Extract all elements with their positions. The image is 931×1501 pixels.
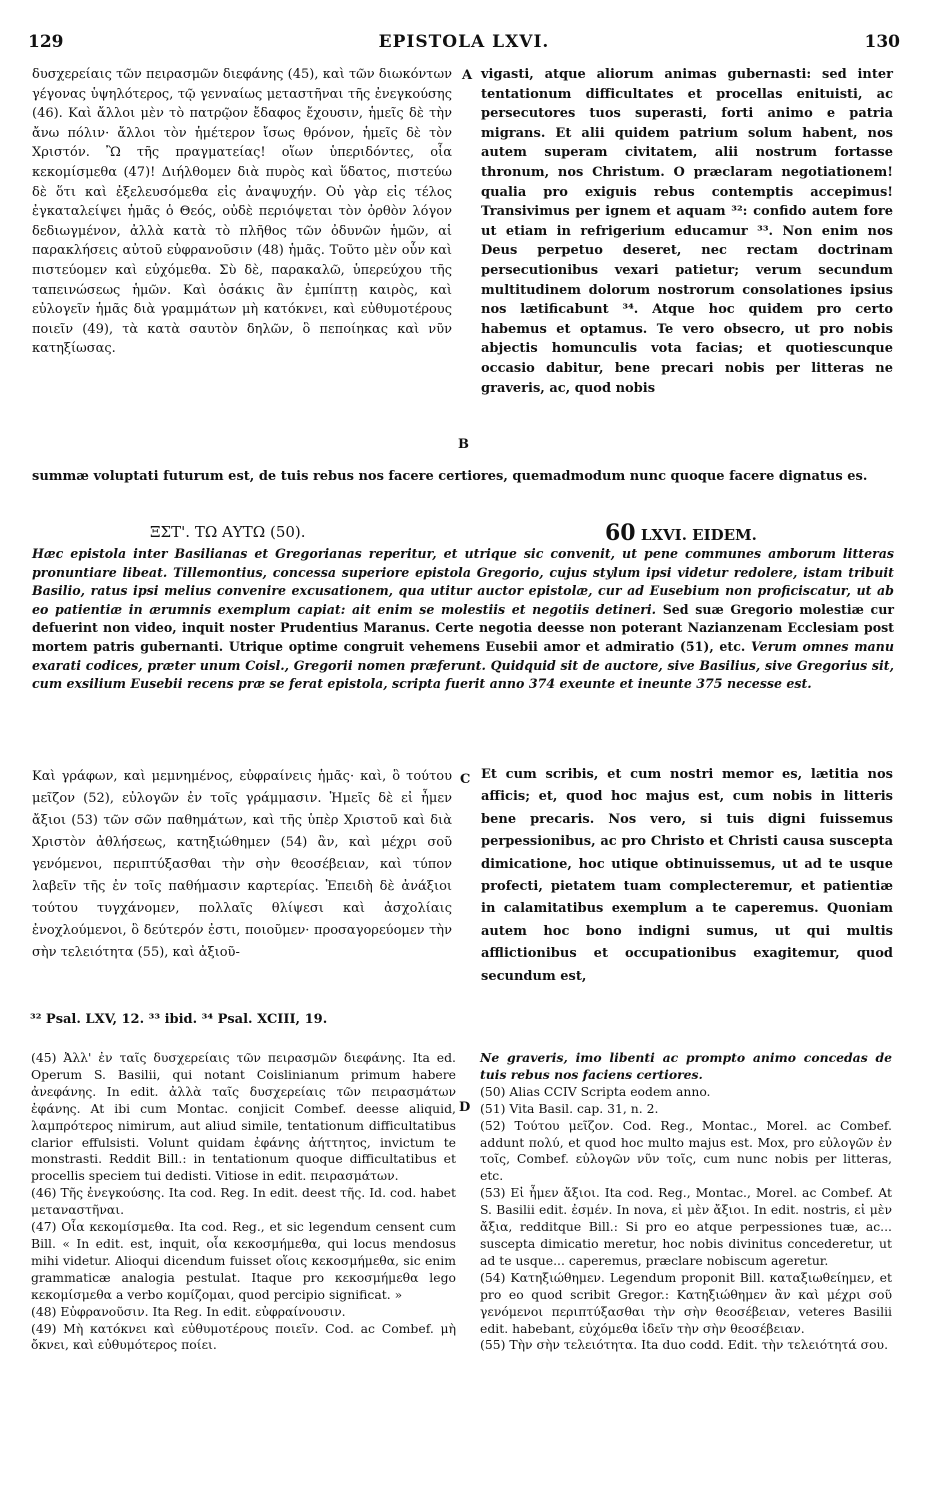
latin-text-full-width: summæ voluptati futurum est, de tuis rebus nos facere certiores, quemadmodum nunc quoque facere dignatus es.	[32, 469, 868, 484]
margin-marker-a: A	[462, 68, 473, 83]
footnote: (50) Alias CCIV Scripta eodem anno.	[480, 1083, 711, 1099]
footnote: (53) Εἰ ἦμεν ἄξιοι. Ita cod. Reg., Montac., Morel. ac Combef. At S. Basilii edit. ἐσμέν. In nova, εἰ μὲν ἄξιοι. In edit. nostris, εἰ μὲν ἄξια, redditque Bill.: Si pro eo atque perpessiones tuæ, ac... suscepta dimicatio meretur, hoc nobis divinitus concederetur, ut ad te usque... caperemus, præclare nobiscum ageretur.	[480, 1185, 892, 1268]
margin-marker-b: B	[458, 437, 469, 452]
introduction	[32, 545, 894, 694]
footnote: (55) Τὴν σὴν τελειότητα. Ita duo codd. Edit. τὴν τελειότητά σου.	[480, 1337, 889, 1353]
intro-part-3: Verum omnes manu exarati codices, præter unum Coisl., Gregorii nomen præferunt. Quidquid sit de auctore, sive Basilius, sive Gregorius sit, cum exsilium Eusebii recens præ se ferat epistola, scripta fuerit anno 374 exeunte et ineunte 375 necesse est.	[32, 638, 894, 692]
footnotes-left	[31, 1050, 456, 1354]
intro-part-2: Sed suæ Gregorio molestiæ cur defuerint non video, inquit noster Prudentius Maranus. Certe negotia deesse non poterant Nazianzenam Ecclesiam post mortem patris gubernanti. Utrique optime congruit vehemens Eusebii amor et admiratio (51), etc.	[32, 601, 894, 654]
footnote: (49) Μὴ κατόκνει καὶ εὐθυμοτέρους ποιεῖν. Cod. ac Combef. μὴ ὄκνει, καὶ εὐθυμότερος ποίει.	[31, 1320, 456, 1353]
footnote: (52) Τούτου μεῖζον. Cod. Reg., Montac., Morel. ac Combef. addunt πολύ, et quod hoc multo majus est. Mox, pro εὐλογῶν ἐν τοῖς, Combef. εὐλογῶν νῦν τοῖς, cum nunc nobis per litteras, etc.	[480, 1117, 892, 1184]
latin-text-body: Et cum scribis, et cum nostri memor es, lætitia nos afficis; et, quod hoc majus est, cum nobis in litteris bene precaris. Nos vero, si tuis digni fuissemus perpessionibus, ac pro Christo et Christi causa suscepta dimicatione, hoc utique obtinuissemus, ut ad te usque profecti, pietatem tuam complecteremur, et patientiæ in calamitatibus exemplum a te caperemus. Quoniam autem hoc bono indigni sumus, ut qui multis afflictionibus et occupationibus exagitemur, quod secundum est,	[481, 767, 893, 984]
scripture-references: ³² Psal. LXV, 12. ³³ ibid. ³⁴ Psal. XCIII, 19.	[30, 1012, 328, 1027]
letter-title-latin-text: LXVI. EIDEM.	[640, 526, 757, 544]
page-title: EPISTOLA LXVI.	[378, 32, 550, 52]
page-number-left: 129	[28, 32, 64, 52]
footnote: (47) Οἷα κεκομίσμεθα. Ita cod. Reg., et sic legendum censent cum Bill. « In edit. est, inquit, οἷα κεκοσμήμεθα, qui locus mendosus mihi videtur. Alioqui dicendum fuisset οἵοις κεκοσμήμεθα, sic enim grammaticæ analogia pestulat. Itaque pro κεκοσμήμεθα lego κεκομίσμεθα a verbo κομίζομαι, quod percipio significat. »	[31, 1219, 456, 1302]
footnote: (48) Εὐφρανοῦσιν. Ita Reg. In edit. εὐφραίνουσιν.	[31, 1303, 346, 1319]
footnote: (54) Κατηξιώθημεν. Legendum proponit Bill. καταξιωθείημεν, et pro eo quod scribit Gregor.: Κατηξιώθημεν ἂν καὶ μέχρι σοῦ γενόμενοι περιπτύξασθαι τὴν σὴν θεοσέβειαν, veteres Basilii edit. habebant, εὐχόμεθα ἰδεῖν τὴν σὴν θεοσέβειαν.	[480, 1269, 892, 1336]
intro-part-1: Hæc epistola inter Basilianas et Gregorianas reperitur, et utrique sic convenit, ut pene communes amborum litteras pronuntiare libeat. Tillemontius, concessa superiore epistola Gregorio, cujus stylum ipsi videtur redolere, istam tribuit Basilio, ratus ipsi melius convenire excusationem, qua utitur auctor epistolæ, cur ad Eusebium non proficiscatur, ut ab eo patientiæ in ærumnis exemplum capiat: ait enim se molestiis et negotiis detineri.	[32, 546, 894, 617]
letter-title-greek: ΞΣΤ'. ΤΩ ΑΥΤΩ (50).	[150, 523, 306, 541]
latin-text-top: vigasti, atque aliorum animas gubernasti: sed inter tentationum difficultates et procellas enituisti, ac persecutores tuos superasti, forti animo e patria migrans. Et alii quidem patrium solum habent, nos autem superam civitatem, alii nostrum fortasse thronum, nos Christum. O præclaram negotiationem! qualia pro exiguis rebus contemptis accepimus! Transivimus per ignem et aquam ³²: confido autem fore ut etiam in refrigerium educamur ³³. Non enim nos Deus perpetuo deseret, nec rectam doctrinam persecutionibus vexari patietur; verum secundum multitudinem dolorum nostrorum consolationes ipsius nos lætificabunt ³⁴. Atque hoc quidem pro certo habemus et optamus. Te vero obsecro, ut pro nobis abjectis homunculis vota facias; et quotiescunque occasio dabitur, bene precari nobis per litteras ne graveris, ac, quod nobis	[481, 67, 893, 396]
margin-marker-c: C	[460, 772, 471, 787]
footnote: (46) Τῆς ἐνεγκούσης. Ita cod. Reg. In edit. deest τῆς. Id. cod. habet μεταναστῆναι.	[31, 1185, 456, 1218]
column-number: 60	[605, 520, 636, 546]
letter-title-latin	[605, 520, 757, 546]
page-number-right: 130	[864, 32, 900, 52]
margin-marker-d: D	[459, 1100, 471, 1115]
footnote: Ne graveris, imo libenti ac prompto animo concedas de tuis rebus nos faciens certiores.	[480, 1050, 892, 1082]
footnote: (51) Vita Basil. cap. 31, n. 2.	[480, 1100, 659, 1116]
greek-text-body: Καὶ γράφων, καὶ μεμνημένος, εὐφραίνεις ἡμᾶς· καὶ, ὃ τούτου μεῖζον (52), εὐλογῶν ἐν τοῖς γράμμασιν. Ἡμεῖς δὲ εἰ ἦμεν ἄξιοι (53) τῶν σῶν παθημάτων, καὶ τῆς ὑπὲρ Χριστοῦ καὶ διὰ Χριστὸν ἀθλήσεως, κατηξιώθημεν (54) ἂν, καὶ μέχρι σοῦ γενόμενοι, περιπτύξασθαι τὴν σὴν θεοσέβειαν, καὶ τύπον λαβεῖν τῆς ἐν τοῖς παθήμασιν καρτερίας. Ἐπειδὴ δὲ ἀνάξιοι τούτου τυγχάνομεν, πολλαῖς θλίψεσι καὶ ἀσχολίαις ἐνοχλούμενοι, ὃ δεύτερόν ἐστι, ποιοῦμεν· προσαγορεύομεν τὴν σὴν τελειότητα (55), καὶ ἀξιοῦ-	[32, 769, 452, 960]
page-header	[20, 32, 908, 56]
footnotes-right	[480, 1050, 892, 1354]
greek-text-top: δυσχερείαις τῶν πειρασμῶν διεφάνης (45), καὶ τῶν διωκόντων γέγονας ὑψηλότερος, τῷ γενναίως μεταστῆναι τῆς ἐνεγκούσης (46). Καὶ ἄλλοι μὲν τὸ πατρῷον ἔδαφος ἔχουσιν, ἡμεῖς δὲ τὴν ἄνω πόλιν· ἄλλοι τὸν ἡμέτερον ἴσως θρόνον, ἡμεῖς δὲ τὸν Χριστόν. Ὢ τῆς πραγματείας! οἵων ὑπεριδόντες, οἷα κεκομίσμεθα (47)! Διήλθομεν διὰ πυρὸς καὶ ὕδατος, πιστεύω δὲ ὅτι καὶ ἐξελευσόμεθα εἰς ἀναψυχήν. Οὐ γὰρ εἰς τέλος ἐγκαταλείψει ἡμᾶς ὁ Θεός, οὐδὲ περιόψεται τὸν ὀρθὸν λόγον δεδιωγμένον, ἀλλὰ κατὰ τὸ πλῆθος τῶν ὀδυνῶν ἡμῶν, αἱ παρακλήσεις αὐτοῦ εὐφρανοῦσιν (48) ἡμᾶς. Τοῦτο μὲν οὖν καὶ πιστεύομεν καὶ εὐχόμεθα. Σὺ δὲ, παρακαλῶ, ὑπερεύχου τῆς ταπεινώσεως ἡμῶν. Καὶ ὁσάκις ἂν ἐμπίπτῃ καιρὸς, καὶ εὐλογεῖν ἡμᾶς διὰ γραμμάτων μὴ κατόκνει, καὶ εὐθυμοτέρους ποιεῖν (49), τὰ κατὰ σαυτὸν δηλῶν, ὃ πεποίηκας καὶ νῦν κατηξίωσας.	[32, 67, 452, 357]
footnote: (45) Ἀλλ' ἐν ταῖς δυσχερείαις τῶν πειρασμῶν διεφάνης. Ita ed. Operum S. Basilii, qui notant Coislinianum primum habere ἀνεφάνης. In edit. ἀλλὰ ταῖς δυσχερείαις τῶν πειρασμάτων ἐφάνης. At ibi cum Montac. conjicit Combef. deesse aliquid, λαμπρότερος nimirum, aut aliud simile, tentationum difficultatibus clarior effulsisti. Volunt quidam ἐφάνης ἀήττητος, invictum te monstrasti. Reddit Bill.: in tentationum quoque difficultatibus et procellis speciem tui dedisti. Vitiose in edit. πειρασμάτων.	[31, 1050, 456, 1184]
